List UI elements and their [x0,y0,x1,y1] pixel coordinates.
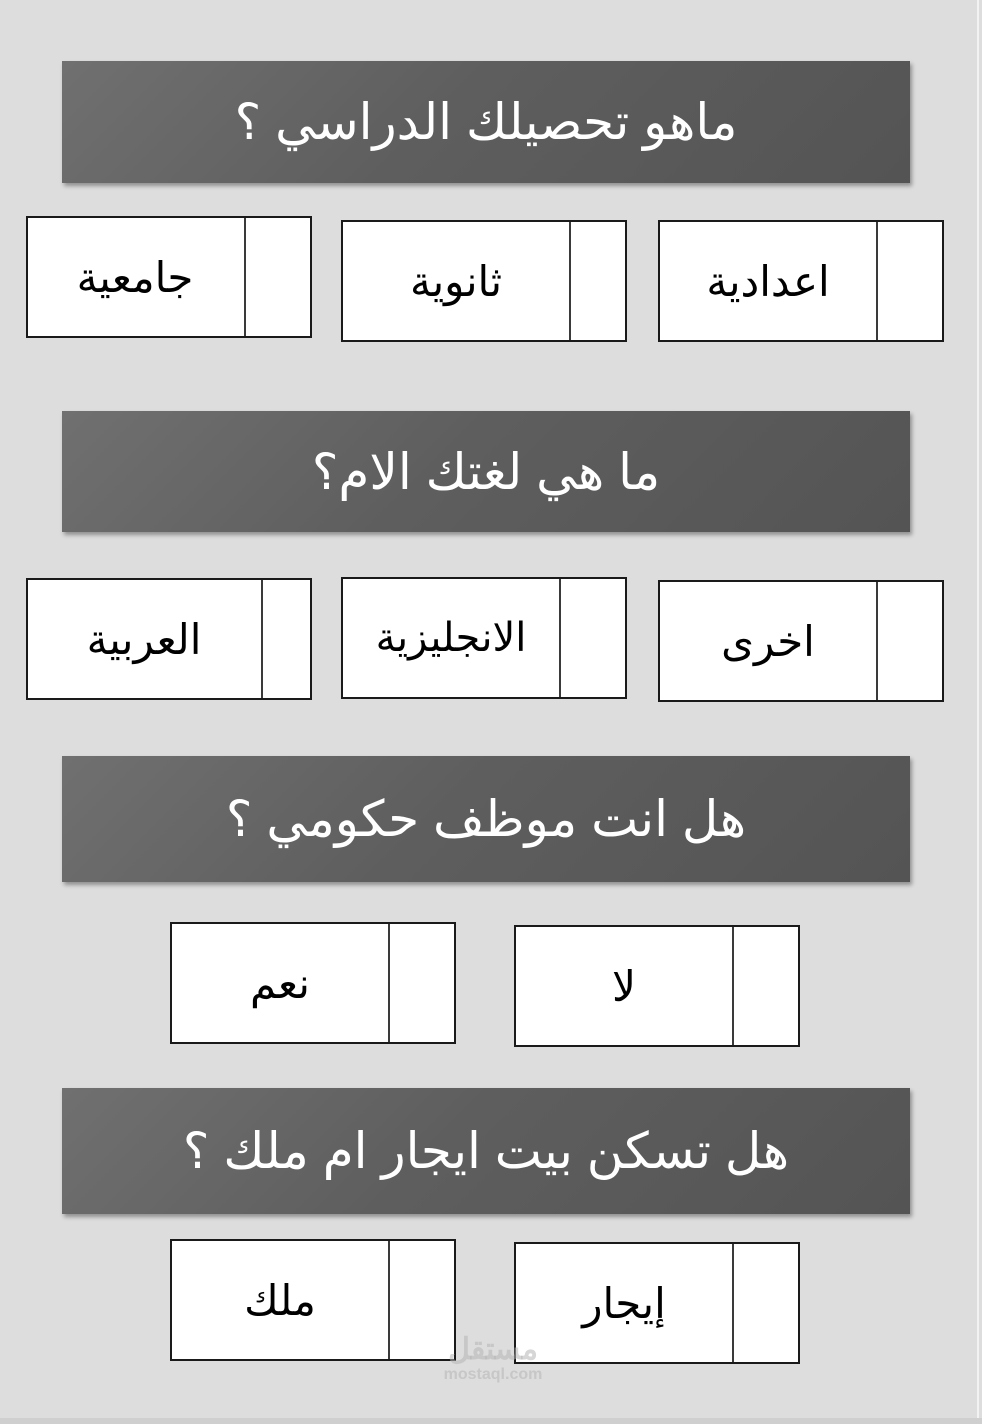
option-label: الانجليزية [375,616,527,660]
option-owned[interactable] [170,1239,456,1361]
option-arabic[interactable] [26,578,312,700]
option-label: اخرى [721,617,815,665]
page-bottom-edge [0,1418,982,1424]
checkbox[interactable] [876,582,942,700]
question-title: ما هي لغتك الام؟ [311,443,661,500]
checkbox[interactable] [732,927,798,1045]
question-title: ماهو تحصيلك الدراسي ؟ [234,94,738,150]
question-title: هل انت موظف حكومي ؟ [225,791,747,847]
checkbox[interactable] [732,1244,798,1362]
option-preparatory[interactable] [658,220,944,342]
option-no[interactable] [514,925,800,1047]
option-label: العربية [86,615,202,663]
option-label: اعدادية [706,257,830,305]
page-edge [977,0,979,1424]
checkbox[interactable] [876,222,942,340]
watermark-arabic: مستقل [448,1333,538,1366]
option-label: لا [612,962,636,1010]
option-label: ملك [244,1276,316,1324]
question-banner-education [62,61,910,183]
watermark [428,1334,558,1384]
question-banner-language [62,411,910,532]
watermark-latin: mostaql.com [443,1366,543,1383]
option-other[interactable] [658,580,944,702]
option-english[interactable] [341,577,627,699]
option-secondary[interactable] [341,220,627,342]
option-university[interactable] [26,216,312,338]
checkbox[interactable] [569,222,625,340]
option-label: جامعية [76,253,194,301]
checkbox[interactable] [244,218,310,336]
option-label: إيجار [582,1279,666,1327]
question-banner-housing [62,1088,910,1214]
option-label: ثانوية [409,257,503,305]
question-banner-employment [62,756,910,882]
checkbox[interactable] [559,579,625,697]
option-label: نعم [250,959,310,1007]
option-yes[interactable] [170,922,456,1044]
checkbox[interactable] [261,580,310,698]
checkbox[interactable] [388,924,454,1042]
question-title: هل تسكن بيت ايجار ام ملك ؟ [182,1123,790,1179]
